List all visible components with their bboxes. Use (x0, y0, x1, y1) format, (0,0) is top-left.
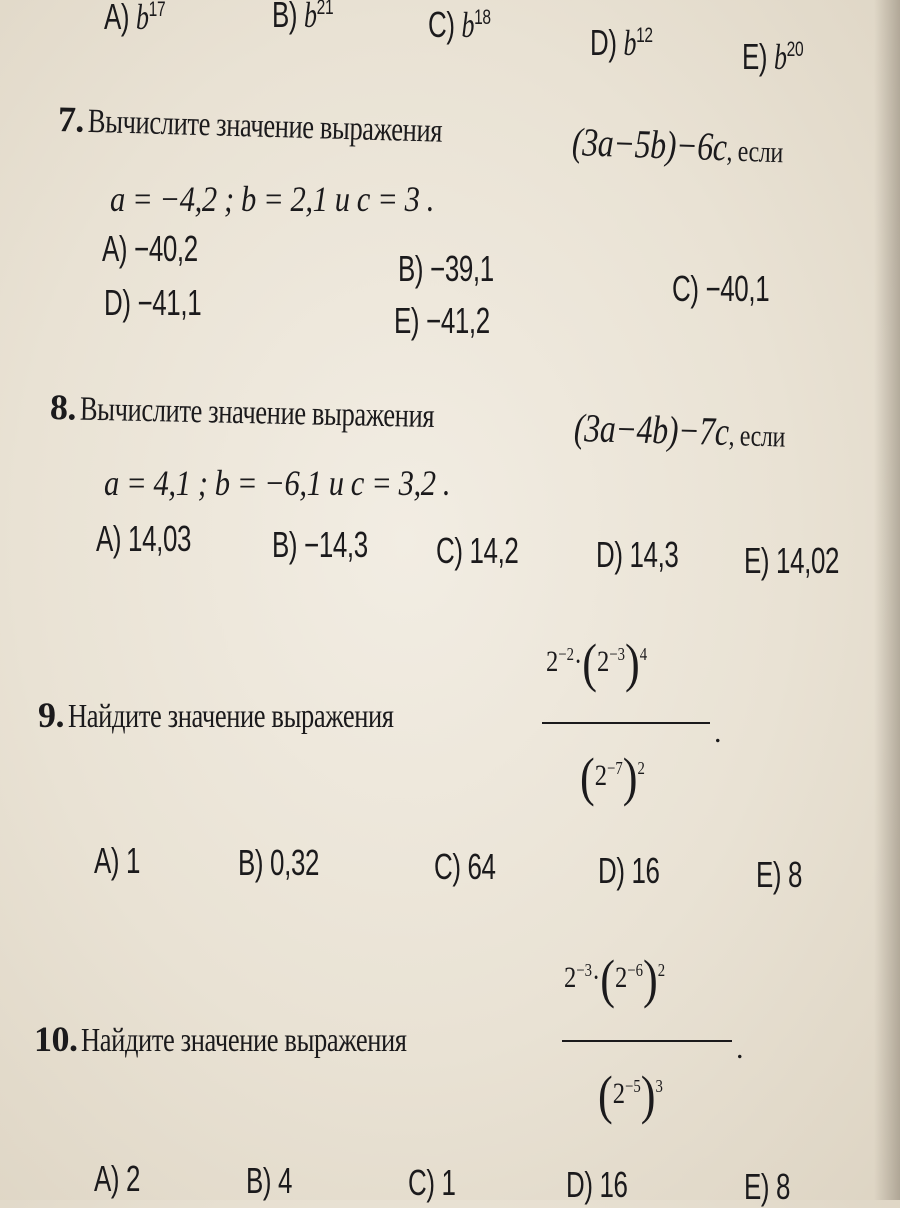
q10-statement (34, 1018, 498, 1060)
q6-option-d: D) $b^{12}$ (590, 22, 653, 63)
q9-denominator: $(2^{-7})^2$ (580, 747, 645, 807)
q6-option-c: C) $b^{18}$ (428, 4, 491, 45)
q10-option-c: C) 1 (408, 1162, 456, 1203)
q10-numerator: $2^{-3}\cdot(2^{-6})^2$ (564, 949, 666, 1009)
q6-option-e: E) $b^{20}$ (742, 36, 804, 77)
q10-option-e: E) 8 (744, 1166, 791, 1207)
q8-condition: a = 4,1 ; b = −6,1 и c = 3,2 . (104, 463, 451, 503)
q7-text: Вычислите значение выражения (86, 102, 443, 150)
q9-text: Найдите значение выражения (67, 698, 394, 735)
q8-expression: (3a−4b)−7c, если (573, 405, 786, 455)
q9-statement (38, 694, 485, 736)
q7-condition: a = −4,2 ; b = 2,1 и c = 3 . (110, 179, 434, 219)
q9-option-e: E) 8 (756, 854, 803, 895)
q10-option-b: B) 4 (246, 1160, 293, 1201)
q10-denominator: $(2^{-5})^3$ (598, 1065, 663, 1125)
q8-text: Вычислите значение выражения (79, 390, 435, 436)
q8-option-d: D) 14,3 (596, 534, 679, 575)
q10-option-d: D) 16 (566, 1164, 628, 1205)
q8-statement (50, 386, 534, 438)
q8-option-e: E) 14,02 (744, 540, 840, 581)
q8-option-b: B) −14,3 (272, 524, 368, 565)
q9-option-a: A) 1 (94, 840, 141, 881)
q6-option-a: A) $b^{17}$ (104, 0, 166, 37)
q7-option-c: C) −40,1 (672, 268, 770, 309)
q10-period: . (736, 1032, 743, 1065)
q10-text: Найдите значение выражения (81, 1022, 407, 1059)
page-edge-shadow (874, 0, 900, 1200)
q8-number: 8. (49, 387, 77, 428)
q10-fraction-bar (562, 1040, 732, 1042)
q9-number: 9. (38, 695, 64, 735)
q9-numerator: $2^{-2}\cdot(2^{-3})^4$ (546, 633, 648, 693)
q9-period: . (714, 716, 721, 749)
q10-number: 10. (34, 1019, 78, 1059)
q8-option-c: C) 14,2 (436, 530, 519, 571)
q9-option-b: B) 0,32 (238, 842, 320, 883)
q9-fraction-bar (542, 722, 710, 724)
q7-expression: (3a−5b)−6c, если (571, 119, 784, 170)
q7-option-e: E) −41,2 (394, 300, 490, 341)
q7-option-d: D) −41,1 (104, 282, 202, 323)
q7-number: 7. (57, 99, 85, 140)
q9-option-c: C) 64 (434, 846, 496, 887)
q7-option-b: B) −39,1 (398, 248, 494, 289)
q9-option-d: D) 16 (598, 850, 660, 891)
q7-statement (57, 98, 542, 153)
q7-option-a: A) −40,2 (102, 228, 198, 269)
q10-option-a: A) 2 (94, 1158, 141, 1199)
q8-option-a: A) 14,03 (96, 518, 192, 559)
q6-option-b: B) $b^{21}$ (272, 0, 334, 35)
